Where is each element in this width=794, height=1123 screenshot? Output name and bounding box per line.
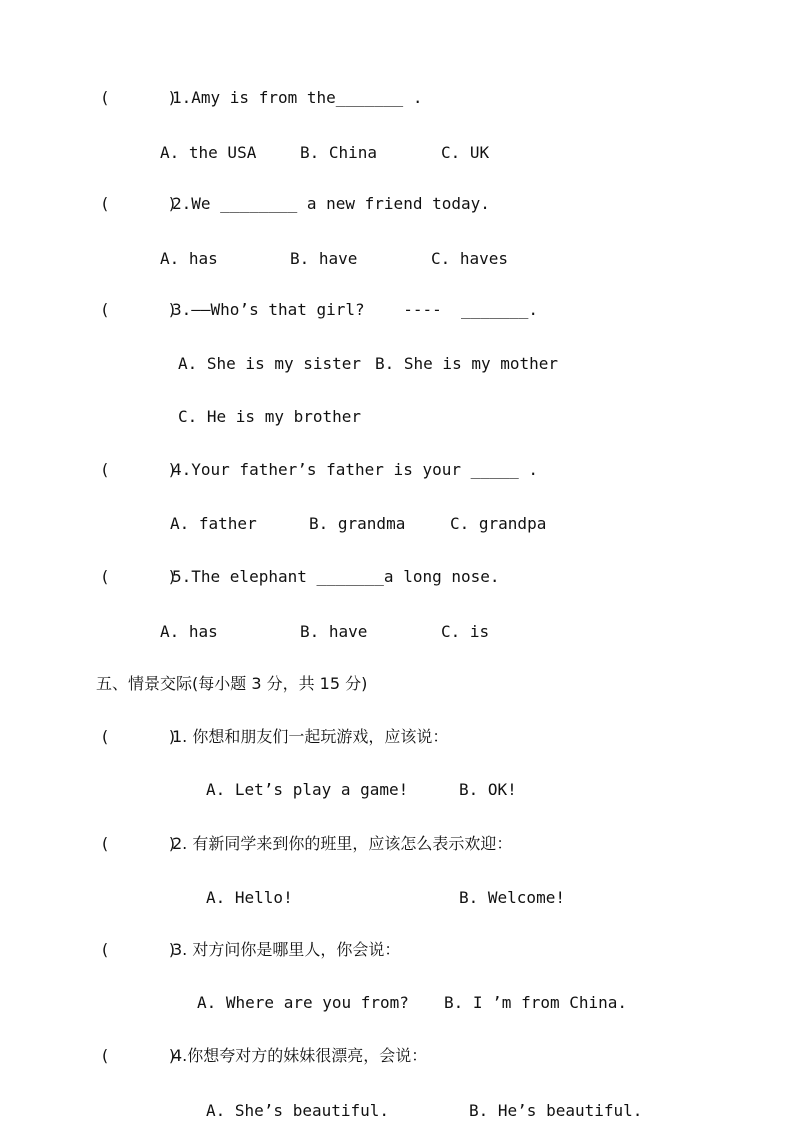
option-b: B. Welcome! xyxy=(459,888,565,907)
option-b: B. China xyxy=(300,143,378,162)
option-c: C. He is my brother xyxy=(178,407,362,426)
option-a: A. Hello! xyxy=(206,888,293,907)
answer-blank[interactable]: ( ) xyxy=(100,727,178,746)
option-c: C. UK xyxy=(441,143,490,162)
question-stem: 3. 对方问你是哪里人，你会说： xyxy=(172,940,401,959)
answer-blank[interactable]: ( ) xyxy=(100,460,178,479)
question-stem: 4.你想夸对方的妹妹很漂亮，会说： xyxy=(172,1046,428,1065)
option-b: B. have xyxy=(290,249,358,268)
answer-blank[interactable]: ( ) xyxy=(100,88,178,107)
option-c: C. is xyxy=(441,622,490,641)
question-stem: 4.Your father’s father is your _____ . xyxy=(172,460,539,479)
answer-blank[interactable]: ( ) xyxy=(100,834,178,853)
answer-blank[interactable]: ( ) xyxy=(100,1046,178,1065)
answer-blank[interactable]: ( ) xyxy=(100,567,178,586)
option-a: A. She’s beautiful. xyxy=(206,1101,390,1120)
option-b: B. I ’m from China. xyxy=(444,993,628,1012)
question-stem: 1. 你想和朋友们一起玩游戏，应该说： xyxy=(172,727,449,746)
option-b: B. He’s beautiful. xyxy=(469,1101,643,1120)
option-a: A. the USA xyxy=(160,143,257,162)
option-a: A. Where are you from? xyxy=(197,993,409,1012)
option-a: A. has xyxy=(160,249,218,268)
option-b: B. OK! xyxy=(459,780,517,799)
answer-blank[interactable]: ( ) xyxy=(100,194,178,213)
option-b: B. She is my mother xyxy=(375,354,559,373)
option-a: A. She is my sister xyxy=(178,354,362,373)
answer-blank[interactable]: ( ) xyxy=(100,300,178,319)
option-a: A. Let’s play a game! xyxy=(206,780,409,799)
question-stem: 2.We ________ a new friend today. xyxy=(172,194,490,213)
option-b: B. grandma xyxy=(309,514,406,533)
question-stem: 5.The elephant _______a long nose. xyxy=(172,567,500,586)
question-stem: 1.Amy is from the_______ . xyxy=(172,88,423,107)
question-stem: 2. 有新同学来到你的班里，应该怎么表示欢迎： xyxy=(172,834,513,853)
option-b: B. have xyxy=(300,622,368,641)
option-c: C. grandpa xyxy=(450,514,547,533)
option-a: A. has xyxy=(160,622,218,641)
option-a: A. father xyxy=(170,514,257,533)
question-stem: 3.——Who’s that girl? ---- _______. xyxy=(172,300,539,319)
answer-blank[interactable]: ( ) xyxy=(100,940,178,959)
option-c: C. haves xyxy=(431,249,509,268)
section-title: 五、情景交际(每小题 3 分，共 15 分) xyxy=(96,674,368,693)
